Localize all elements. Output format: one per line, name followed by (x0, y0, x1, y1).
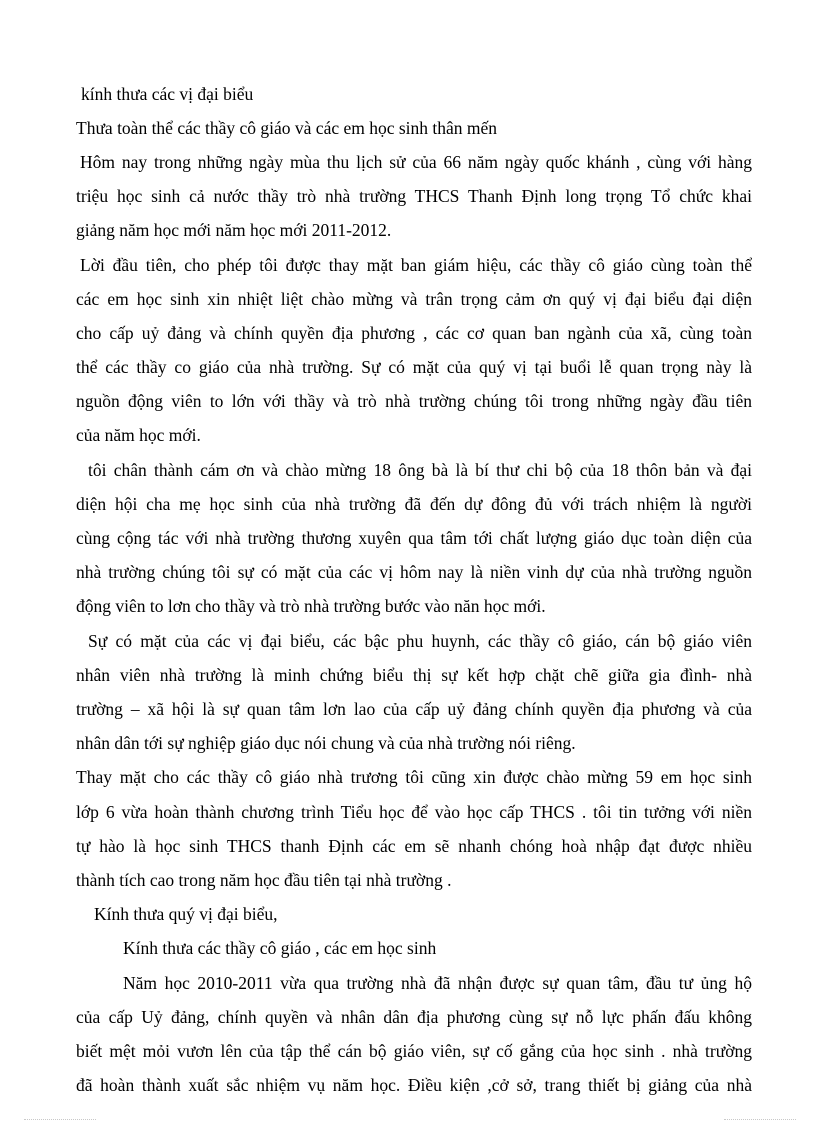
paragraph-line: nhà trường chúng tôi sự có mặt của các vị hôm nay là niền vinh dự của nhà trường nguồn (76, 562, 752, 582)
paragraph-line: nhân viên nhà trường là minh chứng biểu thị sự kết hợp chặt chẽ giữa gia đình- nhà (76, 665, 752, 685)
paragraph-line: biết mệt mỏi vươn lên của tập thể cán bộ giáo viên, sự cố gắng của học sinh . nhà trường (76, 1041, 752, 1061)
paragraph-line: Thay mặt cho các thầy cô giáo nhà trương tôi cũng xin được chào mừng 59 em học sinh (76, 767, 752, 787)
paragraph-line: nguồn động viên to lớn với thầy và trò nhà trường chúng tôi trong những ngày đầu tiên (76, 391, 752, 411)
paragraph-line: các em học sinh xin nhiệt liệt chào mừng và trân trọng cảm ơn quý vị đại biểu đại diện (76, 289, 752, 309)
paragraph-line: tôi chân thành cám ơn và chào mừng 18 ông bà là bí thư chi bộ của 18 thôn bản và đại (88, 460, 752, 480)
greeting-line: Kính thưa quý vị đại biểu, (94, 904, 278, 924)
paragraph-line: Lời đầu tiên, cho phép tôi được thay mặt ban giám hiệu, các thầy cô giáo cùng toàn thể (80, 255, 752, 275)
paragraph-line: thành tích cao trong năm học đầu tiên tại nhà trường . (76, 870, 452, 890)
paragraph-line: diện hội cha mẹ học sinh của nhà trường đã đến dự đông đủ với trách nhiệm là người (76, 494, 752, 514)
paragraph-line: của cấp Uỷ đảng, chính quyền và nhân dân địa phương cùng sự nỗ lực phấn đấu không (76, 1007, 752, 1027)
paragraph-line: động viên to lơn cho thầy và trò nhà trường bước vào năn học mới. (76, 596, 546, 616)
page-corner-mark (24, 1119, 96, 1121)
paragraph-line: cùng cộng tác với nhà trường thương xuyên qua tâm tới chất lượng giáo dục toàn diện của (76, 528, 752, 548)
paragraph-line: của năm học mới. (76, 425, 201, 445)
paragraph-line: thể các thầy co giáo của nhà trường. Sự có mặt của quý vị tại buổi lễ quan trọng này là (76, 357, 752, 377)
paragraph-line: Sự có mặt của các vị đại biểu, các bậc phu huynh, các thầy cô giáo, cán bộ giáo viên (88, 631, 752, 651)
paragraph-line: Năm học 2010-2011 vừa qua trường nhà đã nhận được sự quan tâm, đầu tư ủng hộ (123, 973, 752, 993)
paragraph-line: cho cấp uỷ đảng và chính quyền địa phương , các cơ quan ban ngành của xã, cùng toàn (76, 323, 752, 343)
paragraph-line: triệu học sinh cả nước thầy trò nhà trường THCS Thanh Định long trọng Tổ chức khai (76, 186, 752, 206)
paragraph-line: lớp 6 vừa hoàn thành chương trình Tiểu học để vào học cấp THCS . tôi tin tưởng với niền (76, 802, 752, 822)
paragraph-line: tự hào là học sinh THCS thanh Định các em sẽ nhanh chóng hoà nhập đạt được nhiều (76, 836, 752, 856)
paragraph-line: nhân dân tới sự nghiệp giáo dục nói chung và của nhà trường nói riêng. (76, 733, 576, 753)
paragraph-line: trường – xã hội là sự quan tâm lơn lao của cấp uỷ đảng chính quyền địa phương và của (76, 699, 752, 719)
greeting-line: Thưa toàn thể các thầy cô giáo và các em học sinh thân mến (76, 118, 498, 138)
greeting-line: Kính thưa các thầy cô giáo , các em học sinh (123, 938, 437, 958)
paragraph-line: Hôm nay trong những ngày mùa thu lịch sử của 66 năm ngày quốc khánh , cùng với hàng (80, 152, 752, 172)
paragraph-line: giảng năm học mới năm học mới 2011-2012. (76, 220, 392, 240)
paragraph-line: đã hoàn thành xuất sắc nhiệm vụ năm học. Điều kiện ,cở sở, trang thiết bị giảng của nhà (76, 1075, 752, 1095)
greeting-line: kính thưa các vị đại biểu (81, 84, 254, 104)
page-corner-mark (724, 1119, 796, 1121)
